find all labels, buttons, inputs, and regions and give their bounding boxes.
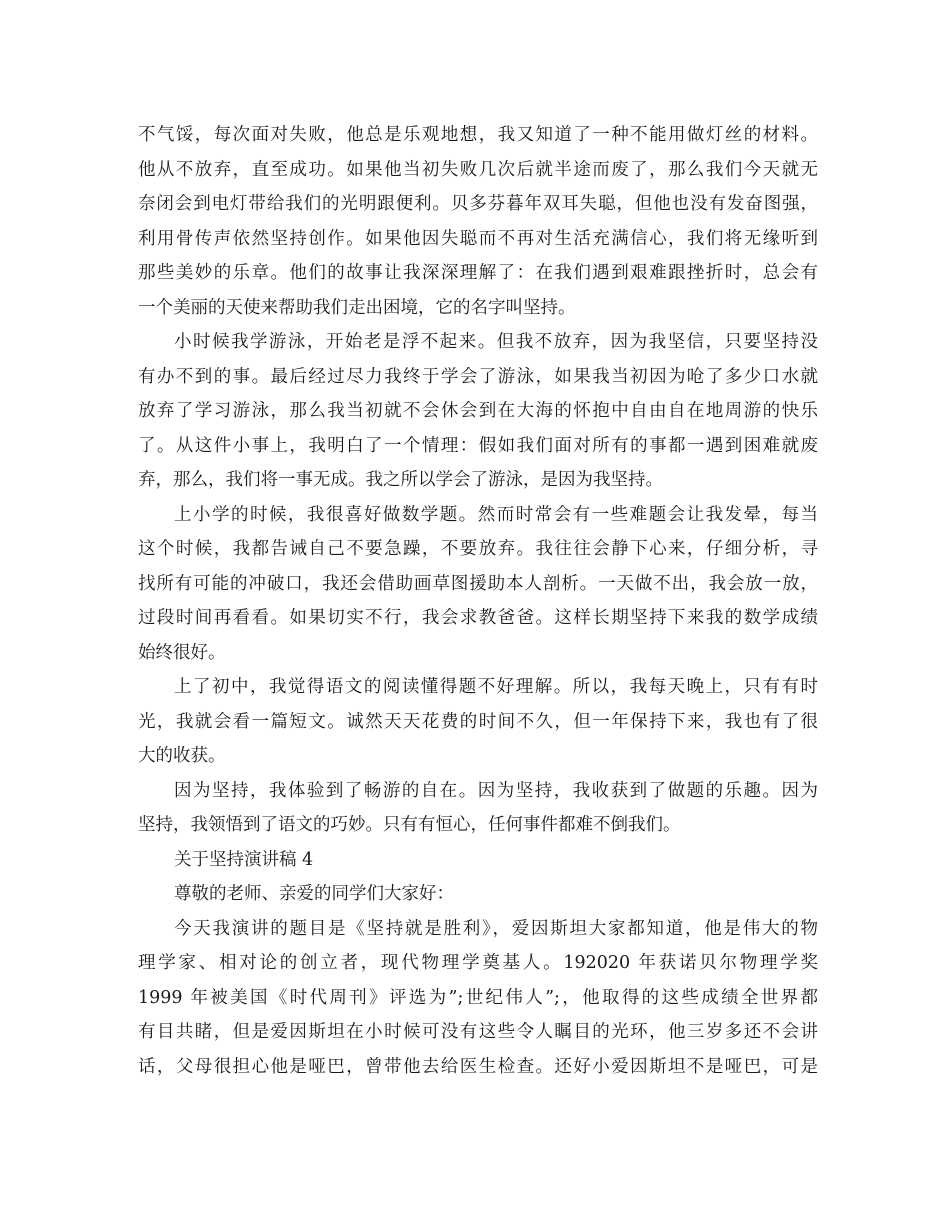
text-line: 话，父母很担心他是哑巴，曾带他去给医生检查。还好小爱因斯坦不是哑巴，可是 (138, 1056, 818, 1077)
text-line: 光，我就会看一篇短文。诚然天天花费的时间不久，但一年保持下来，我也有了很 (138, 711, 818, 732)
text-line: 他从不放弃，直至成功。如果他当初失败几次后就半途而废了，那么我们今天就无 (138, 159, 818, 180)
text-line: 关于坚持演讲稿 4 (174, 849, 314, 870)
text-line: 有办不到的事。最后经过尽力我终于学会了游泳，如果我当初因为呛了多少口水就 (138, 366, 818, 387)
document-page (138, 118, 818, 1084)
text-line: 过段时间再看看。如果切实不行，我会求教爸爸。这样长期坚持下来我的数学成绩 (138, 608, 818, 628)
text-line: 不气馁，每次面对失败，他总是乐观地想，我又知道了一种不能用做灯丝的材料。 (138, 125, 818, 145)
text-line: 上了初中，我觉得语文的阅读懂得题不好理解。所以，我每天晚上，只有有时 (174, 677, 818, 697)
text-line: 1999 年被美国《时代周刊》评选为”;世纪伟人”;，他取得的这些成绩全世界都 (138, 987, 818, 1008)
text-line: 有目共睹，但是爱因斯坦在小时候可没有这些令人瞩目的光环，他三岁多还不会讲 (138, 1022, 818, 1042)
text-line: 奈闭会到电灯带给我们的光明跟便利。贝多芬暮年双耳失聪，但他也没有发奋图强， (138, 194, 818, 214)
text-line: 一个美丽的天使来帮助我们走出困境，它的名字叫坚持。 (138, 297, 576, 318)
text-line: 坚持，我领悟到了语文的巧妙。只有有恒心，任何事件都难不倒我们。 (138, 815, 681, 835)
text-line: 理学家、相对论的创立者，现代物理学奠基人。192020 年获诺贝尔物理学奖 (138, 953, 818, 973)
text-line: 今天我演讲的题目是《坚持就是胜利》，爱因斯坦大家都知道，他是伟大的物 (174, 918, 818, 939)
text-line: 大的收获。 (138, 746, 226, 766)
text-line: 找所有可能的冲破口，我还会借助画草图援助本人剖析。一天做不出，我会放一放， (138, 573, 818, 594)
text-line: 上小学的时候，我很喜好做数学题。然而时常会有一些难题会让我发晕，每当 (174, 504, 818, 525)
text-line: 那些美妙的乐章。他们的故事让我深深理解了：在我们遇到艰难跟挫折时，总会有 (138, 263, 818, 283)
text-line: 放弃了学习游泳，那么我当初就不会休会到在大海的怀抱中自由自在地周游的快乐 (138, 401, 818, 421)
text-line: 这个时候，我都告诫自己不要急躁，不要放弃。我往往会静下心来，仔细分析，寻 (138, 539, 818, 559)
text-line: 始终很好。 (138, 642, 226, 663)
text-line: 尊敬的老师、亲爱的同学们大家好： (174, 884, 454, 904)
text-line: 小时候我学游泳，开始老是浮不起来。但我不放弃，因为我坚信，只要坚持没 (174, 332, 818, 352)
text-line: 因为坚持，我体验到了畅游的自在。因为坚持，我收获到了做题的乐趣。因为 (174, 780, 818, 801)
text-line: 利用骨传声依然坚持创作。如果他因失聪而不再对生活充满信心，我们将无缘听到 (138, 228, 818, 249)
text-line: 弃，那么，我们将一事无成。我之所以学会了游泳，是因为我坚持。 (138, 470, 663, 490)
text-line: 了。从这件小事上，我明白了一个情理：假如我们面对所有的事都一遇到困难就废 (138, 435, 818, 456)
